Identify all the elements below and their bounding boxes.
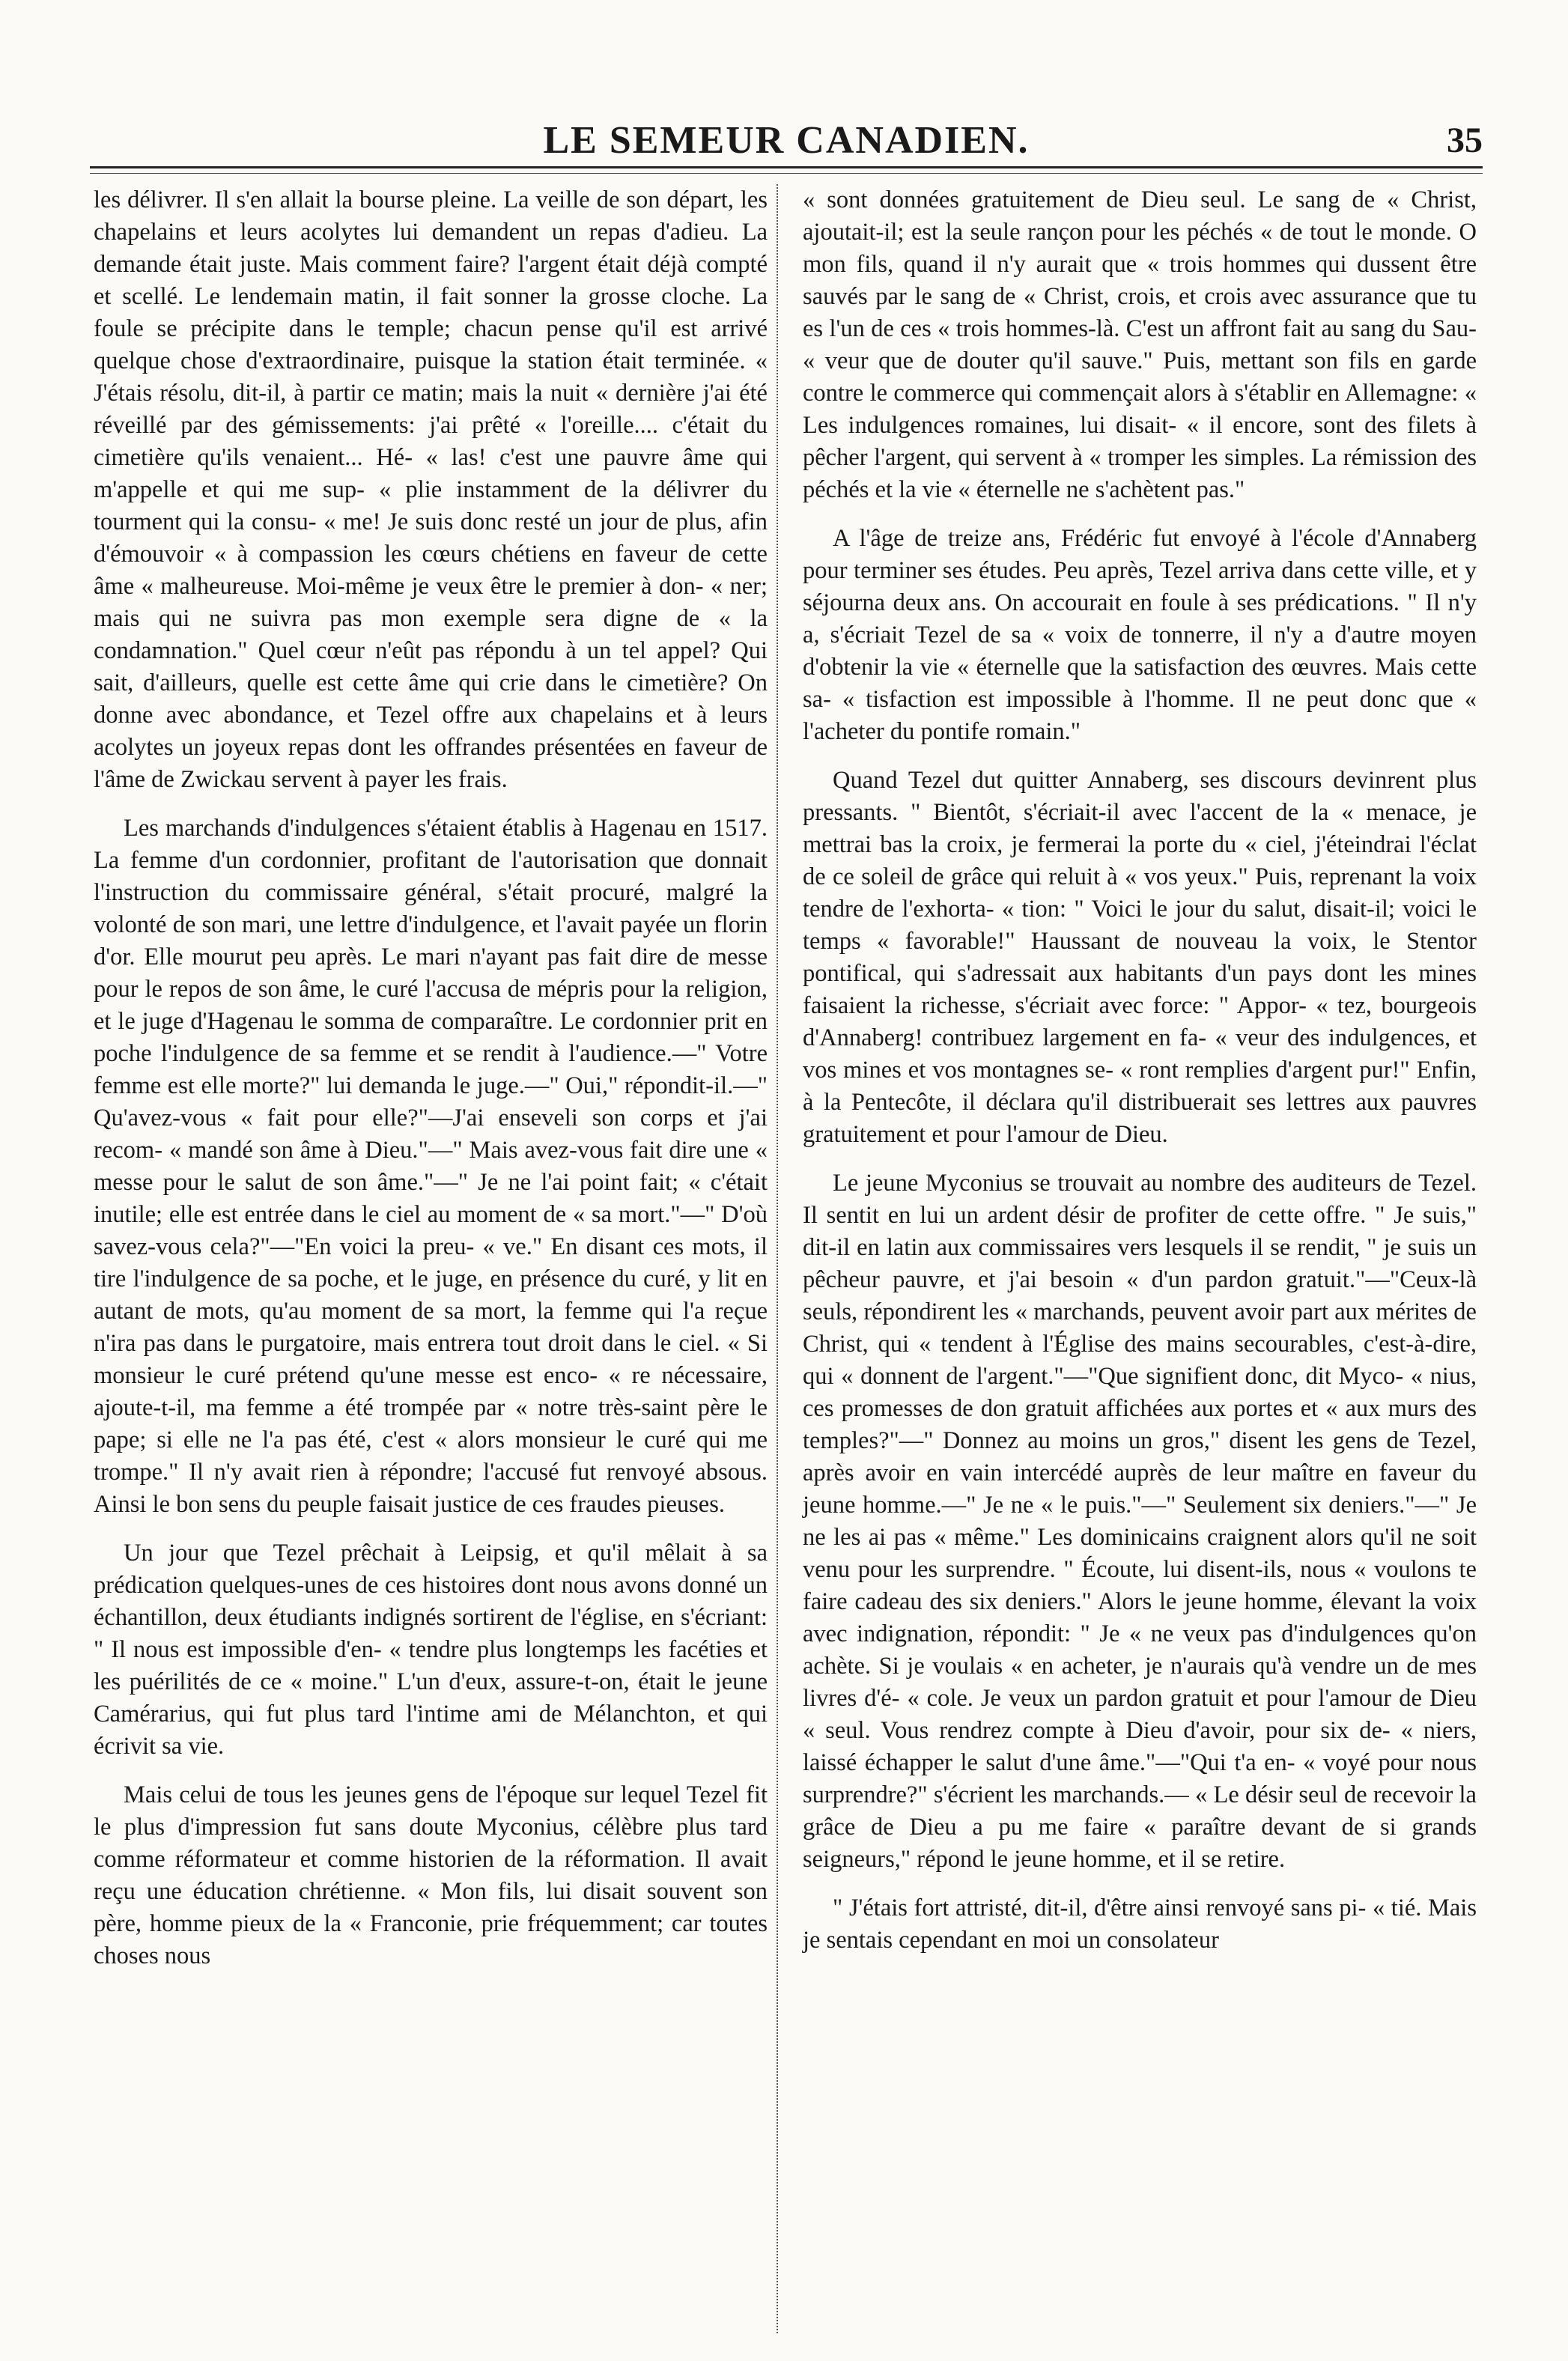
publication-title: LE SEMEUR CANADIEN. <box>543 119 1030 162</box>
paragraph: les délivrer. Il s'en allait la bourse pleine. La veille de son départ, les chapelains et leurs acolytes lui demandent un repas d'adieu. La demande était juste. Mais comment faire? l'argent était déjà compté et scellé. Le lendemain matin, il fait sonner la grosse cloche. La foule se précipite dans le temple; chacun pense qu'il est arrivé quelque chose d'extraordinaire, puisque la station était terminée. « J'étais résolu, dit-il, à partir ce matin; mais la nuit « dernière j'ai été réveillé par des gémissements: j'ai prêté « l'oreille.... c'était du cimetière qu'ils venaient... Hé- « las! c'est une pauvre âme qui m'appelle et qui me sup- « plie instamment de la délivrer du tourment qui la consu- « me! Je suis donc resté un jour de plus, afin d'émouvoir « à compassion les cœurs chétiens en faveur de cette âme « malheureuse. Moi-même je veux être le premier à don- « ner; mais qui ne suivra pas mon exemple sera digne de « la condamnation." Quel cœur n'eût pas répondu à un tel appel? Qui sait, d'ailleurs, quelle est cette âme qui crie dans le cimetière? On donne avec abondance, et Tezel offre aux chapelains et à leurs acolytes un joyeux repas dont les offrandes présentées en faveur de l'âme de Zwickau servent à payer les frais. <box>94 186 768 793</box>
paragraph: Les marchands d'indulgences s'étaient établis à Hagenau en 1517. La femme d'un cordonnier, profitant de l'autorisation que donnait l'instruction du commissaire général, s'était procuré, malgré la volonté de son mari, une lettre d'indulgence, et l'avait payée un florin d'or. Elle mourut peu après. Le mari n'ayant pas fait dire de messe pour le repos de son âme, le curé l'accusa de mépris pour la religion, et le juge d'Hagenau le somma de comparaître. Le cordonnier prit en poche l'indulgence de sa femme et se rendit à l'audience.—" Votre femme est elle morte?" lui demanda le juge.—" Oui," répondit-il.—" Qu'avez-vous « fait pour elle?"—J'ai enseveli son corps et j'ai recom- « mandé son âme à Dieu."—" Mais avez-vous fait dire une « messe pour le salut de son âme."—" Je ne l'ai point fait; « c'était inutile; elle est entrée dans le ciel au moment de « sa mort."—" D'où savez-vous cela?"—"En voici la preu- « ve." En disant ces mots, il tire l'indulgence de sa poche, et le juge, en présence du curé, y lit en autant de mots, qu'au moment de sa mort, la femme qui l'a reçue n'ira pas dans le purgatoire, mais entrera tout droit dans le ciel. « Si monsieur le curé prétend qu'une messe est enco- « re nécessaire, ajoute-t-il, ma femme a été trompée par « notre très-saint père le pape; si elle ne l'a pas été, c'est « alors monsieur le curé qui me trompe." Il n'y avait rien à répondre; l'accusé fut renvoyé absous. Ainsi le bon sens du peuple faisait justice de ces fraudes pieuses. <box>94 815 768 1518</box>
paragraph: « sont données gratuitement de Dieu seul. Le sang de « Christ, ajoutait-il; est la seule rançon pour les péchés « de tout le monde. O mon fils, quand il n'y aurait que « trois hommes qui dussent être sauvés par le sang de « Christ, crois, et crois avec assurance que tu es l'un de ces « trois hommes-là. C'est un affront fait au sang du Sau- « veur que de douter qu'il sauve." Puis, mettant son fils en garde contre le commerce qui commençait alors à s'établir en Allemagne: « Les indulgences romaines, lui disait- « il encore, sont des filets à pêcher l'argent, qui servent à « tromper les simples. La rémission des péchés et la vie « éternelle ne s'achètent pas." <box>803 186 1477 503</box>
paragraph: Quand Tezel dut quitter Annaberg, ses discours devinrent plus pressants. " Bientôt, s'écriait-il avec l'accent de la « menace, je mettrai bas la croix, je fermerai la porte du « ciel, j'éteindrai l'éclat de ce soleil de grâce qui reluit à « vos yeux." Puis, reprenant la voix tendre de l'exhorta- « tion: " Voici le jour du salut, disait-il; voici le temps « favorable!" Haussant de nouveau la voix, le Stentor pontifical, qui s'adressait aux habitants d'un pays dont les mines faisaient la richesse, s'écriait avec force: " Appor- « tez, bourgeois d'Annaberg! contribuez largement en fa- « veur des indulgences, et vos mines et vos montagnes se- « ront remplies d'argent pur!" Enfin, à la Pentecôte, il déclara qu'il distribuerait ses lettres aux pauvres gratuitement et pour l'amour de Dieu. <box>803 767 1477 1148</box>
header-rule-thin <box>90 173 1483 174</box>
page-number: 35 <box>1447 121 1483 160</box>
right-column <box>803 184 1477 1973</box>
page-header <box>90 112 1483 165</box>
paragraph: Mais celui de tous les jeunes gens de l'époque sur lequel Tezel fit le plus d'impression fut sans doute Myconius, célèbre plus tard comme réformateur et comme historien de la réformation. Il avait reçu une éducation chrétienne. « Mon fils, lui disait souvent son père, homme pieux de la « Franconie, prie fréquemment; car toutes choses nous <box>94 1781 768 1969</box>
column-divider <box>777 184 778 2333</box>
paragraph: Le jeune Myconius se trouvait au nombre des auditeurs de Tezel. Il sentit en lui un ardent désir de profiter de cette offre. " Je suis," dit-il en latin aux commissaires vers lesquels il se rendit, " je suis un pêcheur pauvre, et j'ai besoin « d'un pardon gratuit."—"Ceux-là seuls, répondirent les « marchands, peuvent avoir part aux mérites de Christ, qui « tendent à l'Église des mains secourables, c'est-à-dire, qui « donnent de l'argent."—"Que signifient donc, dit Myco- « nius, ces promesses de don gratuit affichées aux portes et « aux murs des temples?"—" Donnez au moins un gros," disent les gens de Tezel, après avoir en vain intercédé auprès de leur maître en faveur du jeune homme.—" Je ne « le puis."—" Seulement six deniers."—" Je ne les ai pas « même." Les dominicains craignent alors qu'il ne soit venu pour les surprendre. " Écoute, lui disent-ils, nous « voulons te faire cadeau des six deniers." Alors le jeune homme, élevant la voix avec indignation, répondit: " Je « ne veux pas d'indulgences qu'on achète. Si je voulais « en acheter, je n'aurais qu'à vendre un de mes livres d'é- « cole. Je veux un pardon gratuit et pour l'amour de Dieu « seul. Vous rendrez compte à Dieu d'avoir, pour six de- « niers, laissé échapper le salut d'une âme."—"Qui t'a en- « voyé pour nous surprendre?" s'écrient les marchands.— « Le désir seul de recevoir la grâce de Dieu a pu me faire « paraître devant de si grands seigneurs," répond le jeune homme, et il se retire. <box>803 1170 1477 1873</box>
paragraph: " J'étais fort attristé, dit-il, d'être ainsi renvoyé sans pi- « tié. Mais je sentais cependant en moi un consolateur <box>803 1894 1477 1954</box>
paragraph: Un jour que Tezel prêchait à Leipsig, et qu'il mêlait à sa prédication quelques-unes de ces histoires dont nous avons donné un échantillon, deux étudiants indignés sortirent de l'église, en s'écriant: " Il nous est impossible d'en- « tendre plus longtemps les facéties et les puérilités de ce « moine." L'un d'eux, assure-t-on, était le jeune Camérarius, qui fut plus tard l'intime ami de Mélanchton, et qui écrivit sa vie. <box>94 1540 768 1760</box>
left-column <box>94 184 768 1989</box>
paragraph: A l'âge de treize ans, Frédéric fut envoyé à l'école d'Annaberg pour terminer ses études. Peu après, Tezel arriva dans cette ville, et y séjourna deux ans. On accourait en foule à ses prédications. " Il n'y a, s'écriait Tezel de sa « voix de tonnerre, il n'y a d'autre moyen d'obtenir la vie « éternelle que la satisfaction des œuvres. Mais cette sa- « tisfaction est impossible à l'homme. Il ne peut donc que « l'acheter du pontife romain." <box>803 525 1477 745</box>
header-rule-thick <box>90 166 1483 168</box>
